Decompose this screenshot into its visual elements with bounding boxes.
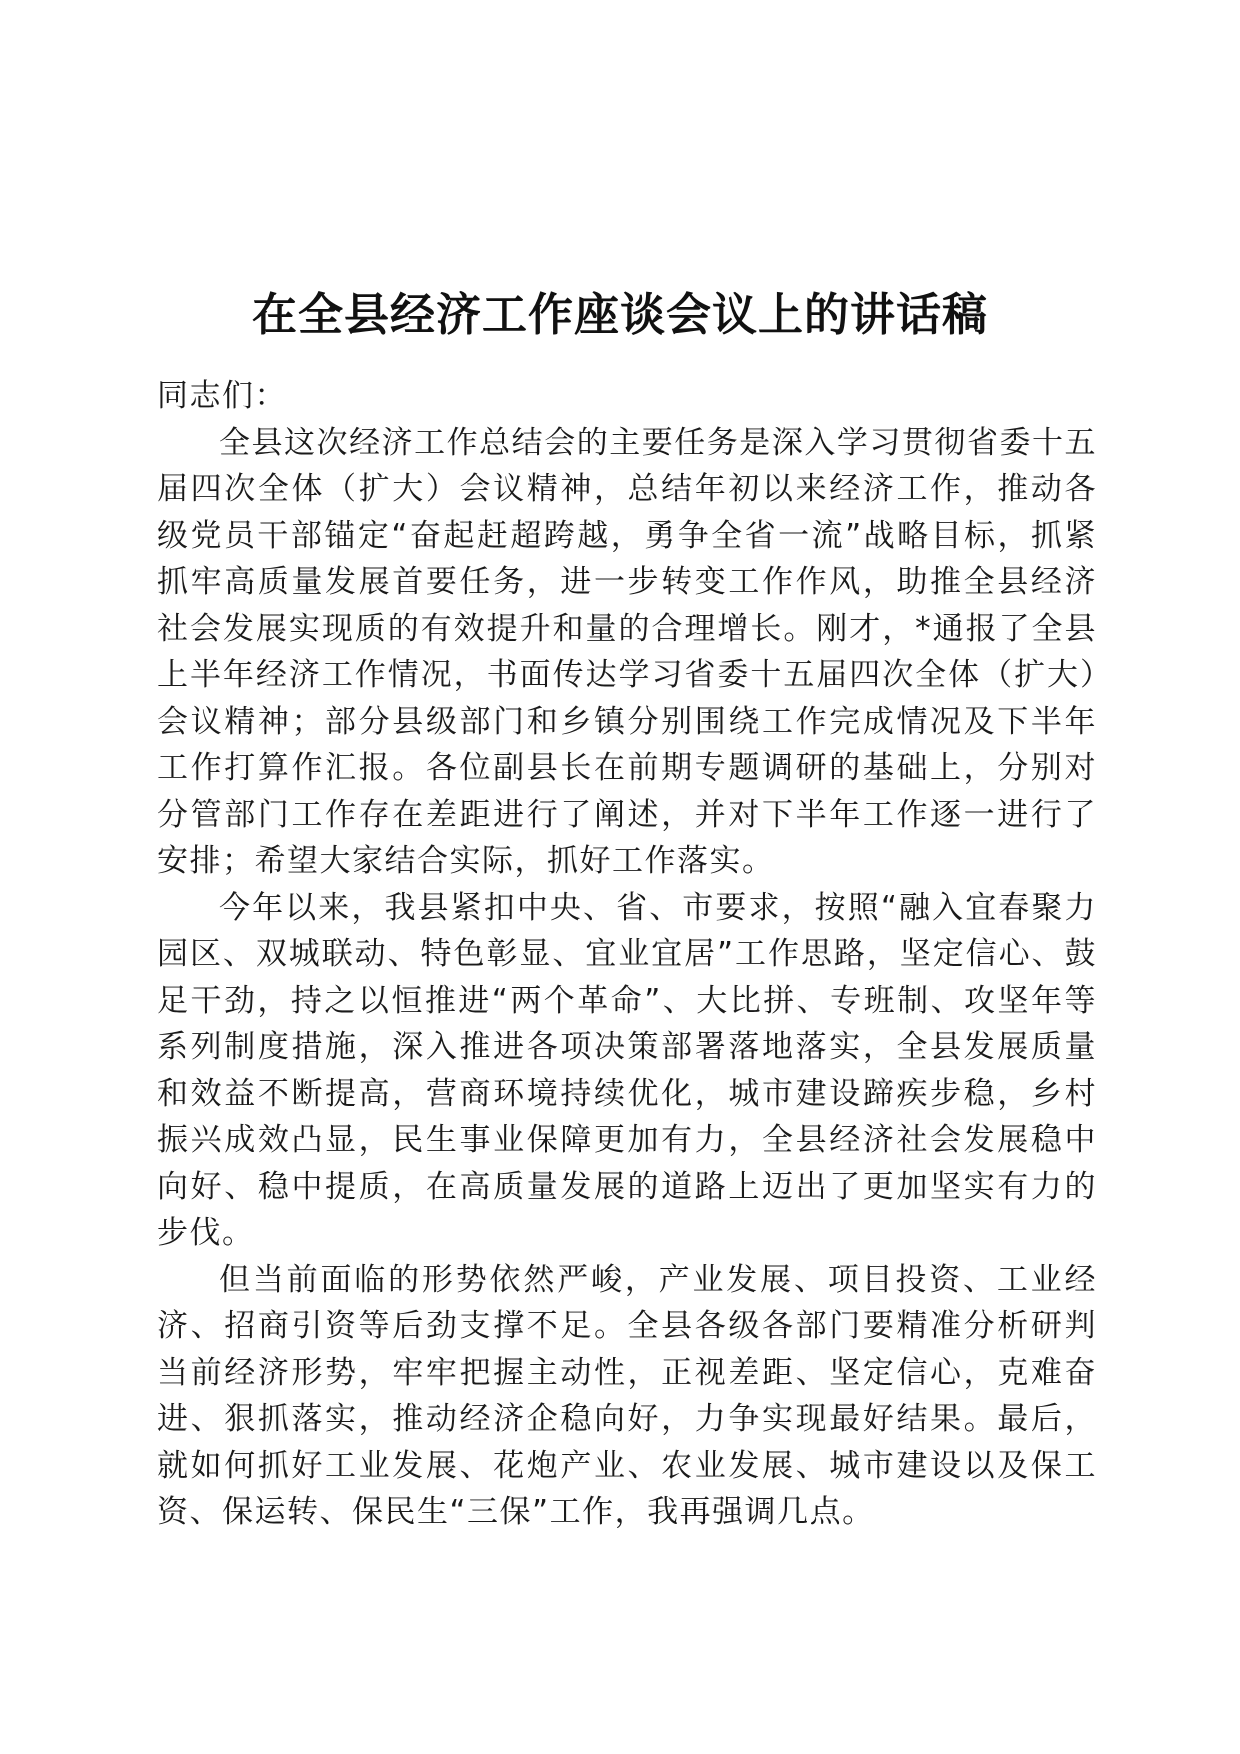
document-title: 在全县经济工作座谈会议上的讲话稿 xyxy=(251,288,988,342)
paragraph-2: 今年以来，我县紧扣中央、省、市要求，按照“融入宜春聚力园区、双城联动、特色彰显、宜业宜居”工作思路，坚定信心、鼓足干劲，持之以恒推进“两个革命”、大比拼、专班制、攻坚年等系列制度措施，深入推进各项决策部署落地落实，全县发展质量和效益不断提高，营商环境持续优化，城市建设蹄疾步稳，乡村振兴成效凸显，民生事业保障更加有力，全县经济社会发展稳中向好、稳中提质，在高质量发展的道路上迈出了更加坚实有力的步伐。 xyxy=(157,889,1097,1251)
paragraph-1: 全县这次经济工作总结会的主要任务是深入学习贯彻省委十五届四次全体（扩大）会议精神，总结年初以来经济工作，推动各级党员干部锚定“奋起赶超跨越，勇争全省一流”战略目标，抓紧抓牢高质量发展首要任务，进一步转变工作作风，助推全县经济社会发展实现质的有效提升和量的合理增长。刚才，*通报了全县上半年经济工作情况，书面传达学习省委十五届四次全体（扩大）会议精神；部分县级部门和乡镇分别围绕工作完成情况及下半年工作打算作汇报。各位副县长在前期专题调研的基础上，分别对分管部门工作存在差距进行了阐述，并对下半年工作逐一进行了安排；希望大家结合实际，抓好工作落实。 xyxy=(157,424,1097,879)
salutation: 同志们： xyxy=(157,378,287,414)
document-body xyxy=(157,373,1097,1536)
paragraph-3: 但当前面临的形势依然严峻，产业发展、项目投资、工业经济、招商引资等后劲支撑不足。全县各级各部门要精准分析研判当前经济形势，牢牢把握主动性，正视差距、坚定信心，克难奋进、狠抓落实，推动经济企稳向好，力争实现最好结果。最后，就如何抓好工业发展、花炮产业、农业发展、城市建设以及保工资、保运转、保民生“三保”工作，我再强调几点。 xyxy=(157,1261,1097,1530)
